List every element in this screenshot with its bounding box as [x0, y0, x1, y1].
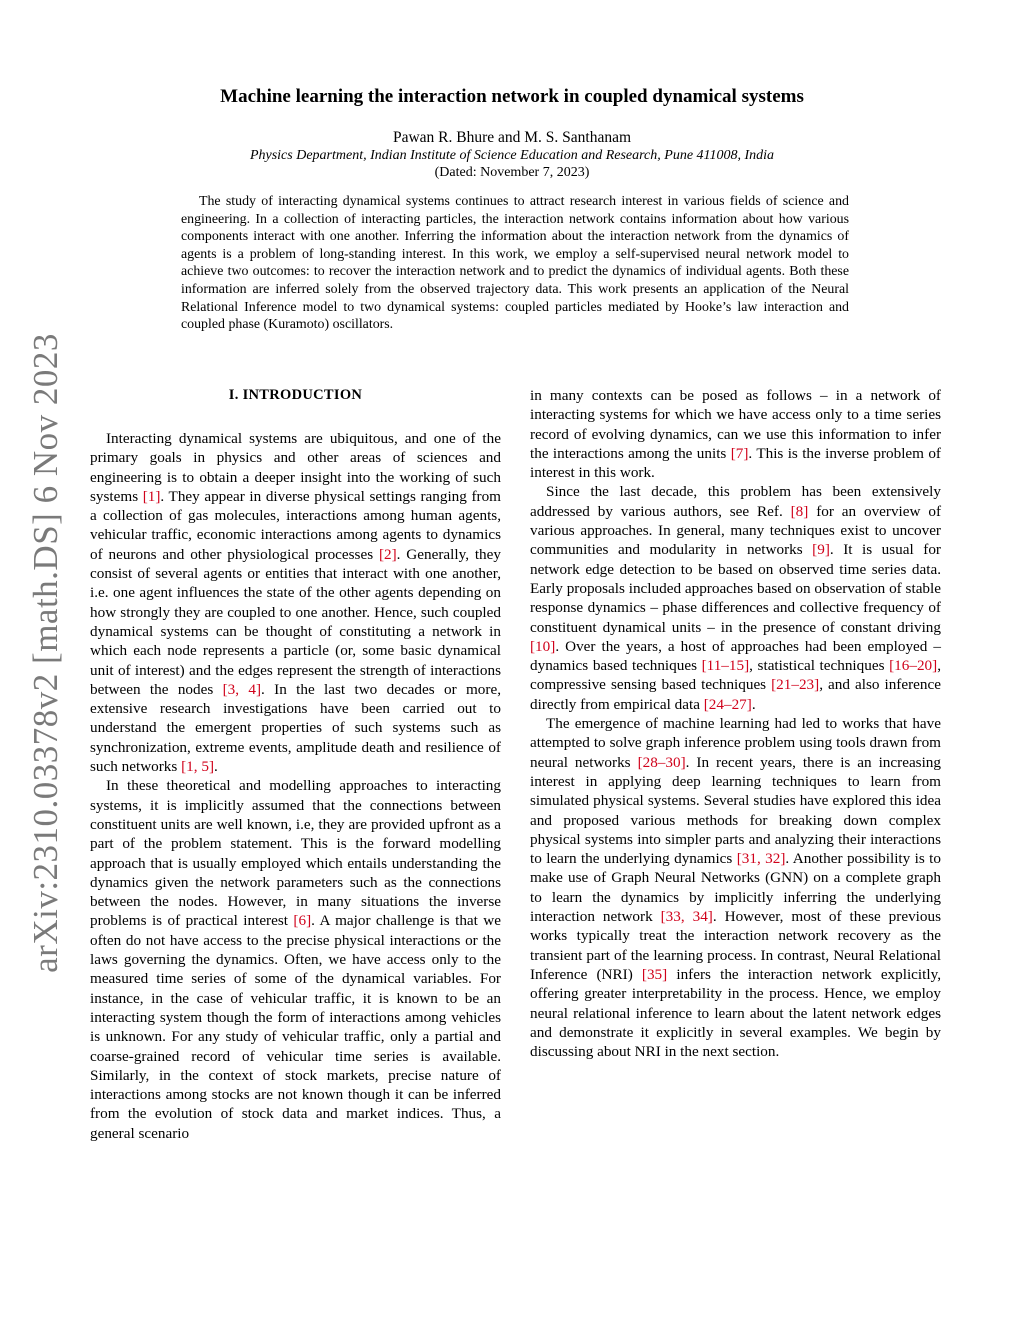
- author-list: Pawan R. Bhure and M. S. Santhanam: [392, 129, 632, 146]
- citation-link[interactable]: [1, 5]: [181, 758, 215, 776]
- citation-link[interactable]: [21–23]: [771, 676, 820, 694]
- citation-link[interactable]: [28–30]: [637, 753, 686, 771]
- paragraph: Interacting dynamical systems are ubiquitous, and one of the primary goals in physics and other areas of sciences and engineering is to obtain a deeper insight into the working of such systems [1]. They appear in diverse physical settings ranging from a collection of gas molecules, interactions among human agents, vehicular traffic, economic interactions among agents to dynamics of neurons and other physiological processes [2]. Generally, they consist of several agents or entities that interact with one another, i.e. one agent influences the state of the other agents depending on how strongly they are coupled to one another. Hence, such coupled dynamical systems can be thought of constituting a network in which each node represents a particle (or, some basic dynamical unit of interest) and the edges represent the strength of interactions between the nodes [3, 4]. In the last two decades or more, extensive research investigations have been carried out to understand the emergent properties of such systems such as synchronization, extreme events, amplitude death and resilience of such networks [1, 5].: [90, 430, 501, 776]
- paragraph: Since the last decade, this problem has been extensively addressed by various authors, see Ref. [8] for an overview of various approaches. In general, many techniques exist to uncover communities and modularity in networks [9]. It is usual for network edge detection to be based on observed time series data. Early proposals included approaches based on observation of stable response dynamics – phase differences and collective frequency of constituent dynamical units – in the presence of constant driving [10]. Over the years, a host of approaches had been employed – dynamics based techniques [11–15], statistical techniques [16–20], compressive sensing based techniques [21–23], and also inference directly from empirical data [24–27].: [530, 483, 942, 713]
- citation-link[interactable]: [6]: [293, 912, 312, 930]
- citation-link[interactable]: [11–15]: [701, 657, 750, 675]
- citation-link[interactable]: [24–27]: [703, 695, 752, 713]
- citation-link[interactable]: [33, 34]: [660, 908, 713, 926]
- citation-link[interactable]: [1]: [142, 487, 161, 505]
- citation-link[interactable]: [35]: [641, 965, 668, 983]
- abstract: The study of interacting dynamical systems continues to attract research interest in various fields of science and engineering. In a collection of interacting particles, the interaction network contains information about how various components interact with one another. Inferring the information about the interaction network from the dynamics of agents is a problem of long-standing interest. In this work, we employ a self-supervised neural network model to achieve two outcomes: to recover the interaction network and to predict the dynamics of individual agents. Both these information are inferred solely from the observed trajectory data. This work presents an application of the Neural Relational Inference model to two dynamical systems: coupled particles mediated by Hooke’s law interaction and coupled phase (Kuramoto) oscillators.: [181, 194, 849, 333]
- citation-link[interactable]: [31, 32]: [736, 850, 786, 868]
- citation-link[interactable]: [9]: [812, 541, 830, 559]
- arxiv-sidebar-stamp: [26, 333, 66, 973]
- paragraph: in many contexts can be posed as follows – in a network of interacting systems for which we have access only to a time series record of evolving dynamics, can we use this information to infer the interactions among the units [7]. This is the inverse problem of interest in this work.: [530, 387, 941, 482]
- section-heading: I. INTRODUCTION: [228, 387, 363, 403]
- arxiv-identifier: arXiv:2310.03378v2 [math.DS] 6 Nov 2023: [26, 333, 65, 973]
- citation-link[interactable]: [7]: [730, 444, 749, 462]
- right-column: [530, 386, 941, 1061]
- citation-link[interactable]: [10]: [530, 637, 556, 655]
- citation-link[interactable]: [16–20]: [889, 657, 938, 675]
- left-column: [90, 386, 501, 1143]
- citation-link[interactable]: [8]: [790, 502, 809, 520]
- affiliation: Physics Department, Indian Institute of Science Education and Research, Pune 411008, India: [249, 148, 775, 163]
- paragraph: In these theoretical and modelling approaches to interacting systems, it is implicitly assumed that the connections between constituent units are well known, i.e, they are provided upfront as a part of the problem statement. This is the forward modelling approach that is usually employed which entails understanding the dynamics given the network parameters such as the connections between the nodes. However, in many situations the inverse problems is of practical interest [6]. A major challenge is that we often do not have access to the precise physical interactions or the laws governing the dynamics. Often, we have access only to the measured time series of some of the dynamical variables. For instance, in the case of vehicular traffic, it is known to be an interacting system though the form of interactions among vehicles is unknown. For any study of vehicular traffic, only a partial and coarse-grained record of vehicular time series is available. Similarly, in the context of stock markets, precise nature of interactions among stocks are not known though it can be inferred from the evolution of stock data and market indices. Thus, a general scenario: [90, 777, 502, 1142]
- paper-title: Machine learning the interaction network in coupled dynamical systems: [220, 86, 804, 107]
- date-line: (Dated: November 7, 2023): [434, 165, 590, 180]
- citation-link[interactable]: [2]: [378, 545, 397, 563]
- citation-link[interactable]: [3, 4]: [222, 680, 262, 698]
- paragraph: The emergence of machine learning had led to works that have attempted to solve graph inference problem using tools drawn from neural networks [28–30]. In recent years, there is an increasing interest in applying deep learning techniques to learn from simulated physical systems. Several studies have explored this idea and proposed various methods for breaking down complex physical systems into simpler parts and analyzing their interactions to learn the underlying dynamics [31, 32]. Another possibility is to make use of Graph Neural Networks (GNN) on a complete graph to learn the dynamics by implicitly inferring the underlying interaction network [33, 34]. However, most of these previous works typically treat the interaction network recovery as the transient part of the learning process. In contrast, Neural Relational Inference (NRI) [35] infers the interaction network explicitly, offering greater interpretability in the process. Hence, we employ neural relational inference to learn about the latent network edges and demonstrate it explicitly in several examples. We begin by discussing about NRI in the next section.: [530, 715, 941, 1061]
